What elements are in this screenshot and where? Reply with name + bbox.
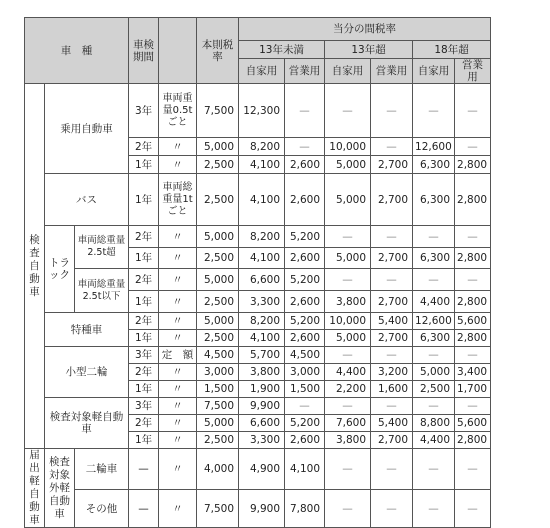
rate-cell: 4,400	[413, 291, 455, 313]
period-cell: 1年	[129, 330, 159, 347]
unit-cell: 定 額	[159, 347, 197, 364]
rate-cell: —	[455, 226, 491, 248]
vehicle-non-inspected: 検査対象外軽自動車	[45, 449, 75, 528]
rate-cell: 3,300	[239, 291, 285, 313]
rate-cell: —	[325, 269, 371, 291]
rate-cell: 5,000	[325, 248, 371, 269]
table-row	[25, 347, 527, 364]
vehicle-special: 特種車	[45, 313, 129, 347]
rate-cell: 4,100	[239, 156, 285, 174]
rate-cell: 8,800	[413, 415, 455, 432]
category-notified: 届出軽自動車	[25, 449, 45, 528]
unit-cell: 車両重量0.5tごと	[159, 84, 197, 138]
unit-cell: 〃	[159, 449, 197, 490]
base-rate-cell: 5,000	[197, 269, 239, 291]
rate-cell: —	[413, 398, 455, 415]
rate-cell: —	[325, 398, 371, 415]
period-cell: 2年	[129, 313, 159, 330]
period-cell: 2年	[129, 415, 159, 432]
rate-cell: 5,400	[371, 415, 413, 432]
header-row-1	[25, 18, 527, 41]
period-cell: 2年	[129, 226, 159, 248]
rate-cell: 2,700	[371, 330, 413, 347]
tax-rate-table	[24, 17, 527, 528]
rate-cell: 5,000	[413, 364, 455, 381]
rate-cell: 3,000	[285, 364, 325, 381]
unit-cell: 〃	[159, 432, 197, 449]
base-rate-cell: 2,500	[197, 174, 239, 226]
rate-cell: 1,600	[371, 381, 413, 398]
rate-cell: 10,000	[325, 138, 371, 156]
rate-cell: 2,600	[285, 156, 325, 174]
rate-cell: 12,600	[413, 138, 455, 156]
rate-cell: 6,300	[413, 248, 455, 269]
vehicle-bus: バス	[45, 174, 129, 226]
rate-cell: —	[371, 449, 413, 490]
rate-cell: 2,800	[455, 156, 491, 174]
rate-cell: 3,800	[239, 364, 285, 381]
rate-cell: 8,200	[239, 138, 285, 156]
rate-cell: 2,800	[455, 330, 491, 347]
header-inspection-period: 車検期間	[129, 18, 159, 84]
rate-cell: —	[325, 84, 371, 138]
vehicle-passenger: 乗用自動車	[45, 84, 129, 174]
rate-cell: 9,900	[239, 490, 285, 528]
table-row	[25, 313, 527, 330]
truck-under-2-5t: 車両総重量2.5t以下	[75, 269, 129, 313]
rate-cell: 3,800	[325, 432, 371, 449]
vehicle-light-inspected: 検査対象軽自動車	[45, 398, 129, 449]
rate-cell: 6,300	[413, 330, 455, 347]
rate-cell: —	[371, 347, 413, 364]
unit-cell: 車両総重量1tごと	[159, 174, 197, 226]
rate-cell: 12,300	[239, 84, 285, 138]
unit-cell: 〃	[159, 381, 197, 398]
unit-cell: 〃	[159, 330, 197, 347]
period-cell: 1年	[129, 381, 159, 398]
rate-cell: —	[285, 138, 325, 156]
header-unit-spacer	[159, 18, 197, 84]
header-vehicle-type: 車 種	[25, 18, 129, 84]
rate-cell: 5,200	[285, 415, 325, 432]
rate-cell: 7,800	[285, 490, 325, 528]
base-rate-cell: 7,500	[197, 84, 239, 138]
period-cell: 1年	[129, 156, 159, 174]
unit-cell: 〃	[159, 490, 197, 528]
base-rate-cell: 2,500	[197, 156, 239, 174]
rate-cell: —	[455, 269, 491, 291]
rate-cell: 4,100	[239, 330, 285, 347]
rate-cell: 5,700	[239, 347, 285, 364]
rate-cell: 5,600	[455, 313, 491, 330]
header-commercial: 営業用	[285, 59, 325, 84]
unit-cell: 〃	[159, 415, 197, 432]
rate-cell: 3,200	[371, 364, 413, 381]
base-rate-cell: 4,500	[197, 347, 239, 364]
vehicle-two-wheel: 二輪車	[75, 449, 129, 490]
rate-cell: —	[371, 490, 413, 528]
rate-cell: —	[455, 84, 491, 138]
base-rate-cell: 5,000	[197, 415, 239, 432]
table-row	[25, 269, 527, 291]
rate-cell: 4,400	[325, 364, 371, 381]
rate-cell: —	[413, 226, 455, 248]
unit-cell: 〃	[159, 226, 197, 248]
rate-cell: 2,800	[455, 174, 491, 226]
rate-cell: 2,700	[371, 248, 413, 269]
rate-cell: 3,400	[455, 364, 491, 381]
rate-cell: —	[371, 226, 413, 248]
base-rate-cell: 4,000	[197, 449, 239, 490]
rate-cell: 12,600	[413, 313, 455, 330]
rate-cell: 5,200	[285, 269, 325, 291]
unit-cell: 〃	[159, 291, 197, 313]
rate-cell: —	[371, 84, 413, 138]
rate-cell: —	[455, 138, 491, 156]
unit-cell: 〃	[159, 138, 197, 156]
rate-cell: —	[325, 347, 371, 364]
base-rate-cell: 5,000	[197, 226, 239, 248]
rate-cell: 6,300	[413, 174, 455, 226]
table-row	[25, 449, 527, 490]
rate-cell: 6,600	[239, 269, 285, 291]
rate-cell: 7,600	[325, 415, 371, 432]
rate-cell: 9,900	[239, 398, 285, 415]
base-rate-cell: 5,000	[197, 313, 239, 330]
rate-cell: 1,500	[285, 381, 325, 398]
rate-cell: —	[371, 138, 413, 156]
rate-cell: —	[413, 269, 455, 291]
header-group-under-13: 13年未満	[239, 41, 325, 59]
rate-cell: 8,200	[239, 313, 285, 330]
vehicle-other: その他	[75, 490, 129, 528]
header-base-rate: 本則税率	[197, 18, 239, 84]
base-rate-cell: 7,500	[197, 490, 239, 528]
rate-cell: 2,600	[285, 330, 325, 347]
unit-cell: 〃	[159, 248, 197, 269]
rate-cell: 2,600	[285, 291, 325, 313]
rate-cell: —	[413, 347, 455, 364]
rate-cell: 1,700	[455, 381, 491, 398]
rate-cell: 10,000	[325, 313, 371, 330]
base-rate-cell: 1,500	[197, 381, 239, 398]
rate-cell: 4,100	[285, 449, 325, 490]
rate-cell: 2,800	[455, 291, 491, 313]
table-row	[25, 174, 527, 226]
unit-cell: 〃	[159, 398, 197, 415]
period-cell: 1年	[129, 174, 159, 226]
rate-cell: 5,600	[455, 415, 491, 432]
unit-cell: 〃	[159, 156, 197, 174]
header-private: 自家用	[325, 59, 371, 84]
rate-cell: —	[455, 449, 491, 490]
rate-cell: 3,800	[325, 291, 371, 313]
base-rate-cell: 5,000	[197, 138, 239, 156]
rate-cell: —	[413, 84, 455, 138]
header-commercial: 営業用	[455, 59, 491, 84]
header-group-over-18: 18年超	[413, 41, 491, 59]
period-cell: 1年	[129, 248, 159, 269]
rate-cell: 6,300	[413, 156, 455, 174]
header-group-over-13: 13年超	[325, 41, 413, 59]
base-rate-cell: 2,500	[197, 291, 239, 313]
rate-cell: —	[325, 449, 371, 490]
period-cell: 3年	[129, 347, 159, 364]
rate-cell: 5,000	[325, 156, 371, 174]
rate-cell: 5,200	[285, 226, 325, 248]
truck-over-2-5t: 車両総重量2.5t超	[75, 226, 129, 269]
rate-cell: —	[371, 398, 413, 415]
rate-cell: —	[455, 398, 491, 415]
rate-cell: 2,700	[371, 291, 413, 313]
rate-cell: 2,800	[455, 432, 491, 449]
vehicle-truck: トラック	[45, 226, 75, 313]
rate-cell: 2,700	[371, 432, 413, 449]
rate-cell: 2,200	[325, 381, 371, 398]
rate-cell: 2,600	[285, 174, 325, 226]
period-cell: 3年	[129, 398, 159, 415]
period-cell: 2年	[129, 269, 159, 291]
rate-cell: —	[285, 398, 325, 415]
base-rate-cell: 7,500	[197, 398, 239, 415]
rate-cell: —	[371, 269, 413, 291]
unit-cell: 〃	[159, 313, 197, 330]
rate-cell: —	[455, 490, 491, 528]
period-cell: 3年	[129, 84, 159, 138]
rate-cell: 2,500	[413, 381, 455, 398]
header-commercial: 営業用	[371, 59, 413, 84]
period-cell: 1年	[129, 432, 159, 449]
base-rate-cell: 2,500	[197, 432, 239, 449]
rate-cell: 6,600	[239, 415, 285, 432]
rate-cell: —	[325, 226, 371, 248]
header-private: 自家用	[239, 59, 285, 84]
rate-cell: 4,900	[239, 449, 285, 490]
base-rate-cell: 2,500	[197, 330, 239, 347]
rate-cell: —	[413, 490, 455, 528]
table-row	[25, 84, 527, 138]
unit-cell: 〃	[159, 269, 197, 291]
table-row	[25, 398, 527, 415]
rate-cell: —	[455, 347, 491, 364]
rate-cell: 1,900	[239, 381, 285, 398]
rate-cell: 4,500	[285, 347, 325, 364]
rate-cell: 2,700	[371, 156, 413, 174]
period-cell: 2年	[129, 364, 159, 381]
rate-cell: —	[413, 449, 455, 490]
base-rate-cell: 2,500	[197, 248, 239, 269]
rate-cell: 8,200	[239, 226, 285, 248]
rate-cell: 5,000	[325, 330, 371, 347]
rate-cell: 5,000	[325, 174, 371, 226]
rate-cell: 2,600	[285, 248, 325, 269]
rate-cell: 5,200	[285, 313, 325, 330]
rate-cell: 2,800	[455, 248, 491, 269]
rate-cell: 3,300	[239, 432, 285, 449]
category-inspected: 検査自動車	[25, 84, 45, 449]
rate-cell: 4,400	[413, 432, 455, 449]
header-private: 自家用	[413, 59, 455, 84]
rate-cell: —	[325, 490, 371, 528]
rate-cell: 5,400	[371, 313, 413, 330]
rate-cell: 4,100	[239, 174, 285, 226]
base-rate-cell: 3,000	[197, 364, 239, 381]
period-cell: 1年	[129, 291, 159, 313]
rate-cell: 2,700	[371, 174, 413, 226]
vehicle-small-two-wheel: 小型二輪	[45, 347, 129, 398]
rate-cell: 4,100	[239, 248, 285, 269]
unit-cell: 〃	[159, 364, 197, 381]
period-cell: —	[129, 449, 159, 490]
table-row	[25, 490, 527, 528]
table-row	[25, 226, 527, 248]
header-interim-rate: 当分の間税率	[239, 18, 491, 41]
period-cell: —	[129, 490, 159, 528]
rate-cell: 2,600	[285, 432, 325, 449]
period-cell: 2年	[129, 138, 159, 156]
rate-cell: —	[285, 84, 325, 138]
